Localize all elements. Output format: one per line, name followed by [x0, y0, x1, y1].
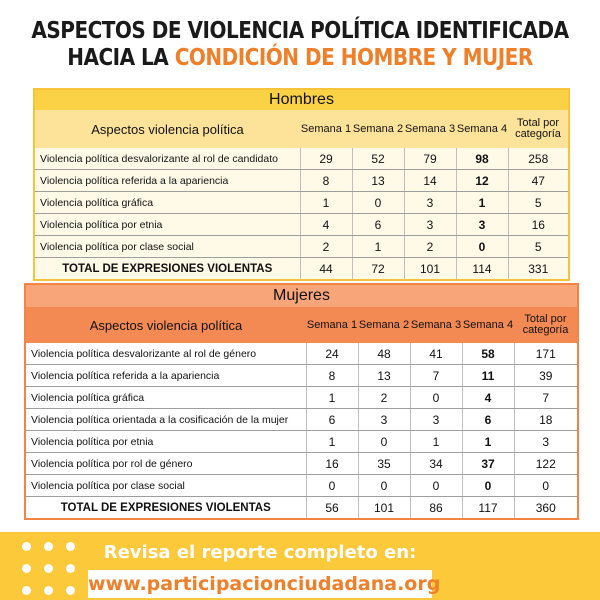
cell-value: 1	[300, 192, 352, 214]
cell-value: 41	[410, 343, 462, 365]
cell-value: 2	[358, 387, 410, 409]
title-line-2	[0, 43, 600, 71]
cell-value: 3	[456, 214, 508, 236]
cell-value: 6	[352, 214, 404, 236]
row-label: Violencia política desvalorizante al rol de género	[26, 343, 306, 365]
column-header: Semana 1	[306, 307, 358, 343]
cell-value: 0	[358, 431, 410, 453]
cell-value: 0	[352, 192, 404, 214]
column-header: Total por categoría	[514, 307, 577, 343]
cell-value: 39	[514, 365, 577, 387]
row-label: Violencia política gráfica	[26, 387, 306, 409]
cell-value: 1	[456, 192, 508, 214]
cell-value: 3	[404, 214, 456, 236]
total-value: 101	[404, 258, 456, 280]
cell-value: 29	[300, 148, 352, 170]
row-label: Violencia política por clase social	[26, 475, 306, 497]
cell-value: 5	[508, 192, 568, 214]
cell-value: 5	[508, 236, 568, 258]
dot-icon	[22, 564, 31, 573]
cell-value: 34	[410, 453, 462, 475]
hombres-caption-row	[35, 90, 568, 110]
cell-value: 1	[410, 431, 462, 453]
column-header: Semana 3	[410, 307, 462, 343]
cell-value: 8	[306, 365, 358, 387]
total-value: 101	[358, 497, 410, 519]
cell-value: 11	[462, 365, 514, 387]
footer-url-link[interactable]: www.participacionciudadana.org	[88, 570, 432, 598]
total-value: 114	[456, 258, 508, 280]
cell-value: 0	[514, 475, 577, 497]
row-label: Violencia política referida a la apariencia	[26, 365, 306, 387]
cell-value: 13	[358, 365, 410, 387]
dot-icon	[44, 586, 53, 595]
cell-value: 13	[352, 170, 404, 192]
cell-value: 3	[514, 431, 577, 453]
column-header: Semana 3	[404, 110, 456, 148]
table-row	[26, 387, 577, 409]
dot-icon	[44, 542, 53, 551]
table-row	[35, 170, 568, 192]
table-row	[35, 214, 568, 236]
dot-icon	[66, 586, 75, 595]
total-value: 117	[462, 497, 514, 519]
cell-value: 0	[410, 475, 462, 497]
column-header: Semana 1	[300, 110, 352, 148]
cell-value: 79	[404, 148, 456, 170]
dot-icon	[66, 564, 75, 573]
hombres-header-row	[35, 110, 568, 148]
dot-icon	[22, 586, 31, 595]
cell-value: 47	[508, 170, 568, 192]
total-label: TOTAL DE EXPRESIONES VIOLENTAS	[26, 497, 306, 519]
cell-value: 0	[306, 475, 358, 497]
row-label: Violencia política por rol de género	[26, 453, 306, 475]
table-row	[26, 431, 577, 453]
cell-value: 4	[462, 387, 514, 409]
table-row	[35, 192, 568, 214]
cell-value: 16	[508, 214, 568, 236]
cell-value: 52	[352, 148, 404, 170]
cell-value: 18	[514, 409, 577, 431]
hombres-tbody	[35, 90, 568, 279]
cell-value: 48	[358, 343, 410, 365]
cell-value: 24	[306, 343, 358, 365]
total-value: 86	[410, 497, 462, 519]
total-value: 72	[352, 258, 404, 280]
footer-text: Revisa el reporte completo en:	[103, 542, 417, 563]
row-label: Violencia política referida a la apariencia	[35, 170, 300, 192]
cell-value: 0	[410, 387, 462, 409]
mujeres-caption-row	[26, 285, 577, 307]
dot-icon	[22, 542, 31, 551]
dot-icon	[44, 564, 53, 573]
cell-value: 7	[514, 387, 577, 409]
row-label: Violencia política orientada a la cosificación de la mujer	[26, 409, 306, 431]
cell-value: 3	[358, 409, 410, 431]
row-label: Violencia política por etnia	[26, 431, 306, 453]
cell-value: 0	[358, 475, 410, 497]
title-line-1: ASPECTOS DE VIOLENCIA POLÍTICA IDENTIFICADA	[31, 16, 569, 44]
cell-value: 258	[508, 148, 568, 170]
cell-value: 1	[306, 431, 358, 453]
column-header: Aspectos violencia política	[35, 110, 300, 148]
cell-value: 98	[456, 148, 508, 170]
dot-icon	[66, 542, 75, 551]
column-header: Semana 4	[462, 307, 514, 343]
hombres-total-row	[35, 258, 568, 280]
cell-value: 3	[410, 409, 462, 431]
cell-value: 2	[300, 236, 352, 258]
column-header: Semana 2	[352, 110, 404, 148]
cell-value: 1	[462, 431, 514, 453]
cell-value: 0	[456, 236, 508, 258]
table-row	[26, 453, 577, 475]
column-header: Total por categoría	[508, 110, 568, 148]
cell-value: 6	[462, 409, 514, 431]
cell-value: 4	[300, 214, 352, 236]
cell-value: 35	[358, 453, 410, 475]
cell-value: 7	[410, 365, 462, 387]
hombres-table	[33, 88, 570, 281]
hombres-caption: Hombres	[35, 90, 568, 110]
cell-value: 16	[306, 453, 358, 475]
cell-value: 8	[300, 170, 352, 192]
total-label: TOTAL DE EXPRESIONES VIOLENTAS	[35, 258, 300, 280]
column-header: Semana 4	[456, 110, 508, 148]
row-label: Violencia política por etnia	[35, 214, 300, 236]
cell-value: 2	[404, 236, 456, 258]
title-highlight: CONDICIÓN DE HOMBRE Y MUJER	[174, 43, 533, 71]
cell-value: 171	[514, 343, 577, 365]
cell-value: 122	[514, 453, 577, 475]
cell-value: 58	[462, 343, 514, 365]
footer-banner	[0, 532, 600, 600]
total-value: 56	[306, 497, 358, 519]
mujeres-caption: Mujeres	[26, 285, 577, 307]
cell-value: 37	[462, 453, 514, 475]
column-header: Aspectos violencia política	[26, 307, 306, 343]
table-row	[26, 409, 577, 431]
total-value: 44	[300, 258, 352, 280]
cell-value: 0	[462, 475, 514, 497]
mujeres-header-row	[26, 307, 577, 343]
row-label: Violencia política por clase social	[35, 236, 300, 258]
mujeres-tbody	[26, 285, 577, 518]
cell-value: 12	[456, 170, 508, 192]
title-prefix: HACIA LA	[67, 43, 175, 71]
table-row	[26, 365, 577, 387]
total-value: 360	[514, 497, 577, 519]
table-row	[35, 236, 568, 258]
cell-value: 1	[306, 387, 358, 409]
table-row	[26, 475, 577, 497]
cell-value: 3	[404, 192, 456, 214]
table-row	[26, 343, 577, 365]
table-row	[35, 148, 568, 170]
column-header: Semana 2	[358, 307, 410, 343]
cell-value: 6	[306, 409, 358, 431]
decorative-dots	[22, 542, 92, 600]
mujeres-table	[24, 283, 579, 520]
mujeres-total-row	[26, 497, 577, 519]
cell-value: 1	[352, 236, 404, 258]
row-label: Violencia política gráfica	[35, 192, 300, 214]
cell-value: 14	[404, 170, 456, 192]
row-label: Violencia política desvalorizante al rol de candidato	[35, 148, 300, 170]
total-value: 331	[508, 258, 568, 280]
